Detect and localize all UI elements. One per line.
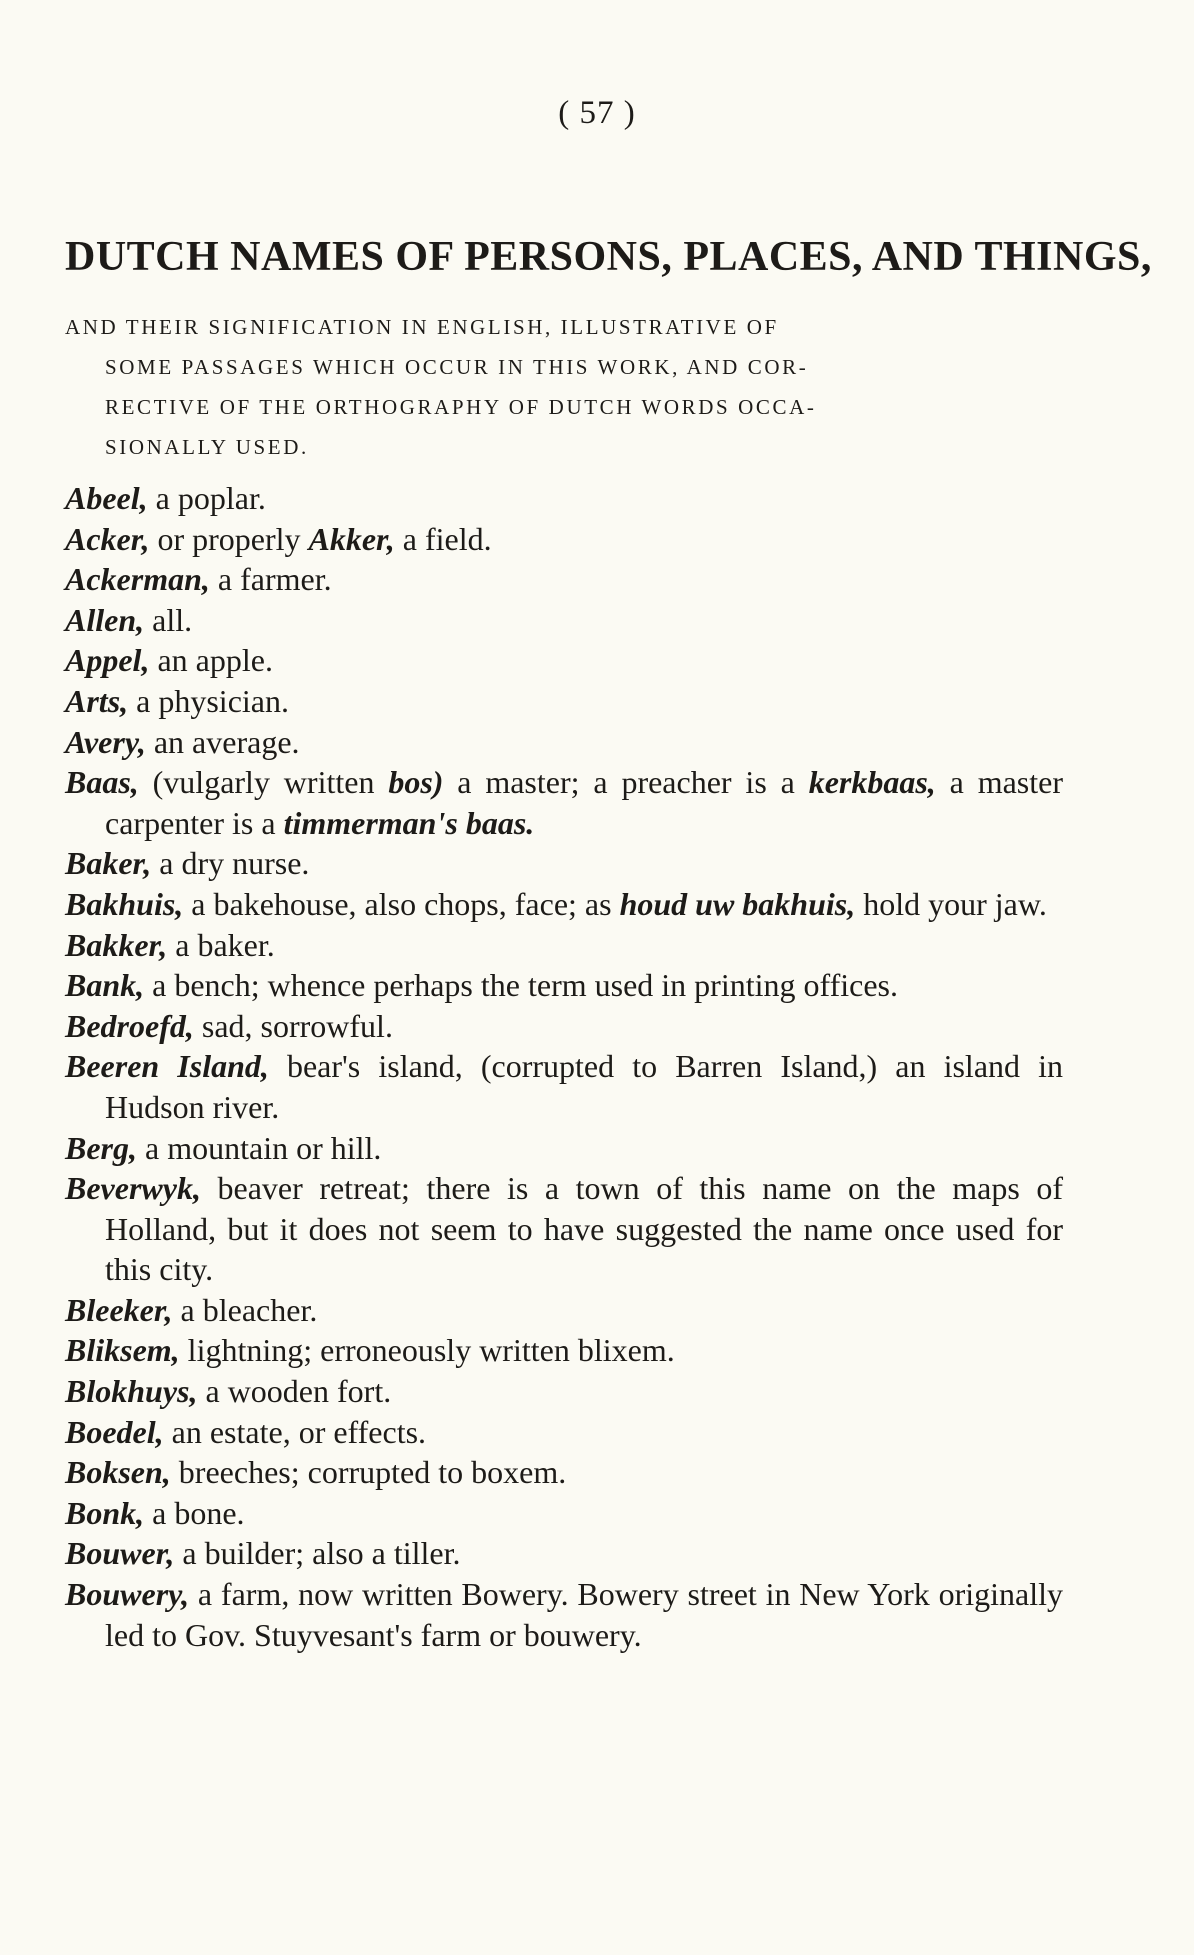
glossary-entry	[65, 640, 1063, 681]
entry-definition: a bench; whence perhaps the term used in printing offices.	[144, 967, 898, 1004]
entry-term: Bakker,	[65, 926, 168, 963]
entry-term: Bleeker,	[65, 1291, 173, 1328]
glossary-entry	[65, 884, 1063, 925]
entry-term: Bouwery,	[65, 1576, 190, 1613]
entry-term: Berg,	[65, 1129, 137, 1166]
subheading-line: SIONALLY USED.	[105, 435, 309, 459]
entry-term: Ackerman,	[65, 561, 210, 598]
glossary-entry	[65, 1412, 1063, 1453]
entry-definition: all.	[144, 601, 193, 638]
entry-definition: a physician.	[128, 682, 289, 719]
entry-definition: a master; a preacher is a	[443, 764, 809, 801]
entry-definition: a dry nurse.	[151, 845, 310, 882]
entry-definition: a farmer.	[209, 561, 332, 598]
glossary-entry	[65, 478, 1063, 519]
entry-term: Boksen,	[65, 1454, 171, 1491]
entry-term: Beverwyk,	[65, 1170, 201, 1207]
entry-term: Baker,	[65, 845, 152, 882]
entry-definition: breeches; corrupted to boxem.	[170, 1454, 567, 1491]
glossary-entry	[65, 1330, 1063, 1371]
entry-italic: houd uw bakhuis,	[619, 885, 856, 922]
entry-definition: a wooden fort.	[197, 1373, 392, 1410]
glossary-entry	[65, 762, 1063, 843]
entry-term: Blokhuys,	[65, 1373, 198, 1410]
subheading-line: RECTIVE OF THE ORTHOGRAPHY OF DUTCH WORDS OCCA-	[105, 395, 817, 419]
entry-definition: a field.	[394, 520, 492, 557]
section-subheading	[65, 307, 1065, 467]
glossary-entry	[65, 965, 1063, 1006]
entry-term: Bedroefd,	[65, 1007, 194, 1044]
glossary-entry	[65, 1452, 1063, 1493]
entry-definition: a master carpenter is a	[105, 764, 1064, 841]
glossary-entry	[65, 519, 1063, 560]
entry-definition: beaver retreat; there is a town of this name on the maps of Holland, but it does not seem to have suggested the name once used for this city.	[105, 1170, 1063, 1288]
entry-term: Arts,	[65, 682, 129, 719]
entry-term: Baas,	[65, 764, 139, 801]
entry-term: Bank,	[65, 967, 145, 1004]
entry-italic: kerkbaas,	[808, 764, 936, 801]
entry-term: Bonk,	[65, 1494, 145, 1531]
glossary-entry	[65, 1574, 1063, 1655]
entry-term: Bliksem,	[65, 1332, 180, 1369]
entry-term: Beeren Island,	[65, 1048, 269, 1085]
glossary-entry	[65, 1046, 1063, 1127]
entry-definition: an estate, or effects.	[163, 1413, 427, 1450]
entry-term: Allen,	[65, 601, 145, 638]
entry-definition: (vulgarly written	[138, 764, 389, 801]
glossary-entry	[65, 1168, 1063, 1290]
entry-definition: a mountain or hill.	[137, 1129, 382, 1166]
glossary-entry	[65, 1371, 1063, 1412]
entry-term: Bouwer,	[65, 1535, 175, 1572]
entry-term: Bakhuis,	[65, 885, 184, 922]
entry-italic: bos)	[388, 764, 444, 801]
entry-definition: lightning; erroneously written blixem.	[179, 1332, 675, 1369]
subheading-line: AND THEIR SIGNIFICATION IN ENGLISH, ILLUSTRATIVE OF	[65, 315, 779, 339]
glossary-entry	[65, 1493, 1063, 1534]
glossary-entry	[65, 1533, 1063, 1574]
entry-term: Acker,	[65, 520, 150, 557]
entry-term: Abeel,	[65, 480, 148, 516]
section-heading: DUTCH NAMES OF PERSONS, PLACES, AND THINGS,	[65, 234, 1152, 280]
entry-italic: Akker,	[308, 520, 395, 557]
glossary-entry	[65, 681, 1063, 722]
entry-term: Appel,	[65, 642, 150, 679]
glossary-entry	[65, 1006, 1063, 1047]
entry-definition: hold your jaw.	[855, 885, 1047, 922]
entry-definition: a baker.	[167, 926, 275, 963]
entry-italic: timmerman's baas.	[283, 804, 535, 841]
subheading-line: SOME PASSAGES WHICH OCCUR IN THIS WORK, AND COR-	[105, 355, 809, 379]
glossary-entry	[65, 559, 1063, 600]
entry-definition: an apple.	[149, 642, 273, 679]
glossary-entry	[65, 1128, 1063, 1169]
glossary-list	[65, 478, 1063, 1655]
entry-definition: a farm, now written Bowery. Bowery street in New York originally led to Gov. Stuyvesant's farm or bouwery.	[105, 1576, 1063, 1653]
entry-definition: a bleacher.	[172, 1291, 318, 1328]
glossary-entry	[65, 722, 1063, 763]
entry-definition: bear's island, (corrupted to Barren Island,) an island in Hudson river.	[105, 1048, 1064, 1125]
glossary-entry	[65, 600, 1063, 641]
glossary-entry	[65, 843, 1063, 884]
glossary-entry	[65, 1290, 1063, 1331]
entry-definition: sad, sorrowful.	[193, 1007, 393, 1044]
entry-term: Avery,	[65, 723, 146, 760]
glossary-entry	[65, 925, 1063, 966]
entry-definition: a bone.	[144, 1494, 245, 1531]
page-number: ( 57 )	[558, 95, 636, 131]
entry-definition: an average.	[145, 723, 300, 760]
entry-definition: a builder; also a tiller.	[174, 1535, 461, 1572]
entry-term: Boedel,	[65, 1413, 164, 1450]
entry-definition: a poplar.	[147, 480, 266, 516]
entry-definition: a bakehouse, also chops, face; as	[183, 885, 620, 922]
entry-definition: or properly	[149, 520, 309, 557]
